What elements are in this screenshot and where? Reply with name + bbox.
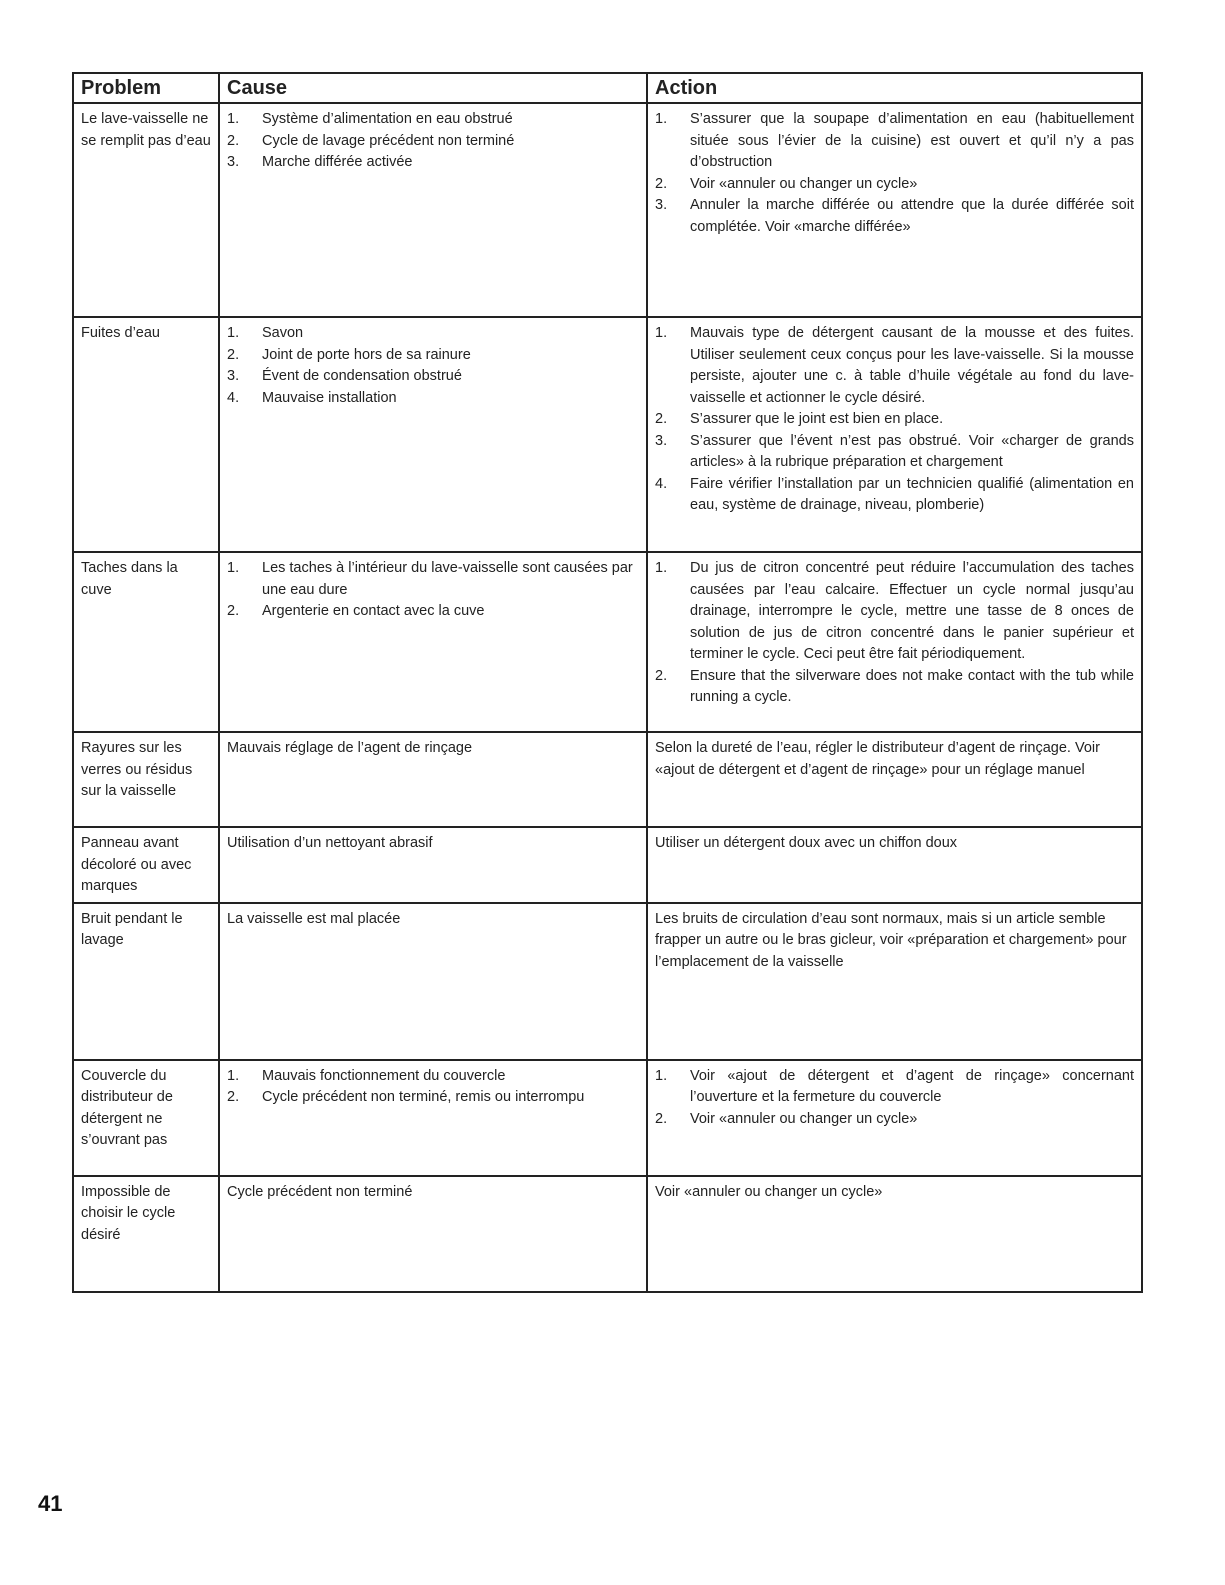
header-row — [73, 73, 1142, 103]
list-number: 1. — [227, 111, 240, 127]
list-item — [655, 409, 1134, 431]
list-number: 1. — [227, 1067, 240, 1084]
action-list — [655, 558, 1134, 709]
list-number: 2. — [655, 667, 668, 684]
header-problem: Problem — [73, 73, 219, 103]
cause-list — [227, 558, 639, 623]
action-cell — [647, 317, 1142, 552]
problem-cell: Couvercle du distributeur de détergent ne s’ouvrant pas — [73, 1060, 219, 1176]
cause-list — [227, 1066, 639, 1109]
list-item — [227, 1066, 639, 1088]
cause-cell — [219, 1060, 647, 1176]
cause-cell: La vaisselle est mal placée — [219, 903, 647, 1060]
list-text: Voir «annuler ou changer un cycle» — [690, 175, 918, 192]
list-number: 2. — [227, 346, 240, 363]
cause-list — [227, 109, 639, 174]
table-row — [73, 552, 1142, 732]
list-number: 4. — [655, 475, 668, 492]
list-item — [227, 388, 639, 410]
problem-cell: Panneau avant décoloré ou avec marques — [73, 827, 219, 903]
list-item — [227, 1087, 639, 1109]
action-cell — [647, 103, 1142, 317]
list-number: 1. — [655, 325, 668, 341]
list-number: 2. — [655, 175, 668, 192]
list-number: 3. — [655, 197, 668, 213]
list-number: 3. — [655, 432, 668, 449]
action-cell: Voir «annuler ou changer un cycle» — [647, 1176, 1142, 1292]
action-list — [655, 323, 1134, 517]
table-row — [73, 827, 1142, 903]
list-text: Argenterie en contact avec la cuve — [262, 603, 485, 619]
list-number: 2. — [227, 603, 240, 619]
list-text: Mauvais fonctionnement du couvercle — [262, 1067, 506, 1084]
list-number: 2. — [655, 1110, 668, 1127]
cause-cell — [219, 103, 647, 317]
list-text: S’assurer que la soupape d’alimentation en eau (habituellement située sous l’évier de la cuisine) est ouvert et qu’il n’y a pas d’obstruction — [690, 111, 1134, 170]
troubleshooting-table — [72, 72, 1143, 1293]
list-text: Joint de porte hors de sa rainure — [262, 346, 471, 363]
list-text: Annuler la marche différée ou attendre que la durée différée soit complétée. Voir «marche différée» — [690, 197, 1134, 235]
list-item — [655, 174, 1134, 196]
list-item — [227, 601, 639, 623]
list-item — [655, 109, 1134, 174]
list-number: 3. — [227, 154, 240, 170]
list-item — [227, 366, 639, 388]
list-item — [227, 558, 639, 601]
action-list — [655, 1066, 1134, 1131]
list-number: 1. — [227, 325, 240, 341]
page-number: 41 — [38, 1491, 63, 1516]
list-item — [227, 323, 639, 345]
cause-list — [227, 323, 639, 409]
problem-cell: Rayures sur les verres ou résidus sur la vaisselle — [73, 732, 219, 827]
list-item — [655, 474, 1134, 517]
list-text: S’assurer que l’évent n’est pas obstrué. Voir «charger de grands articles» à la rubrique préparation et chargement — [690, 432, 1134, 470]
table-row — [73, 732, 1142, 827]
problem-cell: Taches dans la cuve — [73, 552, 219, 732]
header-cause: Cause — [219, 73, 647, 103]
cause-cell — [219, 552, 647, 732]
list-text: Mauvaise installation — [262, 389, 397, 406]
cause-cell — [219, 317, 647, 552]
list-text: Ensure that the silverware does not make contact with the tub while running a cycle. — [690, 667, 1134, 705]
list-text: Savon — [262, 325, 304, 341]
list-item — [227, 109, 639, 131]
cause-cell: Mauvais réglage de l’agent de rinçage — [219, 732, 647, 827]
action-cell — [647, 552, 1142, 732]
list-number: 2. — [655, 411, 668, 427]
list-text: Les taches à l’intérieur du lave-vaisselle sont causées par une eau dure — [262, 560, 633, 598]
problem-cell: Fuites d’eau — [73, 317, 219, 552]
list-item — [655, 431, 1134, 474]
list-text: S’assurer que le joint est bien en place. — [690, 411, 944, 427]
list-item — [655, 666, 1134, 709]
list-item — [227, 152, 639, 174]
action-cell: Les bruits de circulation d’eau sont normaux, mais si un article semble frapper un autre ou le bras gicleur, voir «préparation et chargement» pour l’emplacement de la vaisselle — [647, 903, 1142, 1060]
list-number: 4. — [227, 389, 240, 406]
list-text: Cycle de lavage précédent non terminé — [262, 132, 515, 149]
list-item — [655, 1109, 1134, 1131]
list-number: 1. — [655, 111, 668, 127]
list-number: 1. — [227, 560, 240, 576]
list-text: Voir «annuler ou changer un cycle» — [690, 1110, 918, 1127]
action-cell: Selon la dureté de l’eau, régler le distributeur d’agent de rinçage. Voir «ajout de détergent et d’agent de rinçage» pour un réglage manuel — [647, 732, 1142, 827]
table-row — [73, 1176, 1142, 1292]
list-text: Mauvais type de détergent causant de la mousse et des fuites. Utiliser seulement ceux conçus pour les lave-vaisselle. Si la mousse persiste, ajouter une c. à table d’huile végétale au fond du lave-vaisselle et actionner le cycle désiré. — [690, 325, 1134, 406]
list-text: Évent de condensation obstrué — [262, 368, 462, 384]
problem-cell: Impossible de choisir le cycle désiré — [73, 1176, 219, 1292]
list-text: Voir «ajout de détergent et d’agent de rinçage» concernant l’ouverture et la fermeture du couvercle — [690, 1067, 1134, 1105]
table-row — [73, 903, 1142, 1060]
list-item — [227, 131, 639, 153]
cause-cell: Utilisation d’un nettoyant abrasif — [219, 827, 647, 903]
cause-cell: Cycle précédent non terminé — [219, 1176, 647, 1292]
action-list — [655, 109, 1134, 238]
list-item — [655, 1066, 1134, 1109]
list-item — [655, 558, 1134, 666]
header-action: Action — [647, 73, 1142, 103]
list-number: 1. — [655, 1067, 668, 1084]
list-number: 3. — [227, 368, 240, 384]
list-text: Du jus de citron concentré peut réduire l’accumulation des taches causées par l’eau calcaire. Effectuer un cycle normal jusqu’au drainage, interrompre le cycle, mettre une tasse de 8 onces de solution de jus de citron concentré dans le panier supérieur et terminer le cycle. Ceci peut être fait périodiquement. — [690, 560, 1134, 662]
action-cell: Utiliser un détergent doux avec un chiffon doux — [647, 827, 1142, 903]
list-item — [655, 195, 1134, 238]
list-text: Cycle précédent non terminé, remis ou interrompu — [262, 1089, 585, 1105]
table-row — [73, 1060, 1142, 1176]
list-item — [655, 323, 1134, 409]
table-row — [73, 103, 1142, 317]
list-item — [227, 345, 639, 367]
list-number: 1. — [655, 560, 668, 576]
list-text: Faire vérifier l’installation par un technicien qualifié (alimentation en eau, système de drainage, niveau, plomberie) — [690, 475, 1134, 513]
list-text: Marche différée activée — [262, 154, 413, 170]
table-body — [73, 103, 1142, 1292]
list-number: 2. — [227, 132, 240, 149]
list-text: Système d’alimentation en eau obstrué — [262, 111, 513, 127]
problem-cell: Le lave-vaisselle ne se remplit pas d’eau — [73, 103, 219, 317]
action-cell — [647, 1060, 1142, 1176]
problem-cell: Bruit pendant le lavage — [73, 903, 219, 1060]
table-row — [73, 317, 1142, 552]
list-number: 2. — [227, 1089, 240, 1105]
